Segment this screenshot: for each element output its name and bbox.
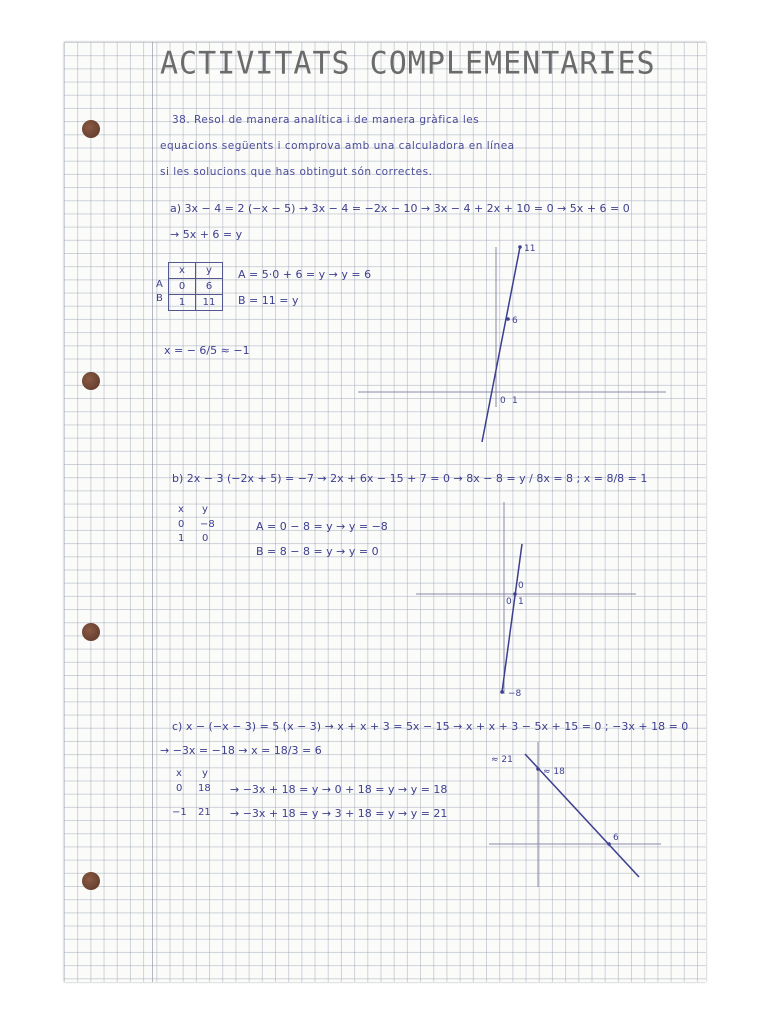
graph-c-label-6: 6 bbox=[613, 833, 619, 843]
graph-c-label-18: ≈ 18 bbox=[543, 767, 565, 777]
notebook-sheet bbox=[64, 42, 706, 982]
graph-b-line bbox=[502, 544, 522, 692]
part-a-equation: a) 3x − 4 = 2 (−x − 5) → 3x − 4 = −2x − 10 → 3x − 4 + 2x + 10 = 0 → 5x + 6 = 0 bbox=[170, 202, 630, 215]
table-a bbox=[168, 262, 223, 311]
graph-c-point bbox=[536, 767, 540, 771]
graph-c-point bbox=[607, 842, 611, 846]
part-a-calc-a: A = 5·0 + 6 = y → y = 6 bbox=[238, 268, 372, 281]
part-c-equation: c) x − (−x − 3) = 5 (x − 3) → x + x + 3 = 5x − 15 → x + x + 3 − 5x + 15 = 0 ; −3x + 18 = 0 bbox=[172, 720, 689, 733]
graph-b bbox=[414, 502, 674, 702]
table-c-header-x: x bbox=[176, 768, 182, 779]
table-b-header-x: x bbox=[178, 504, 184, 515]
table-cell: 6 bbox=[196, 279, 223, 295]
graph-b-point bbox=[500, 690, 504, 694]
graph-b-label-origin: 0 bbox=[506, 597, 512, 607]
page-title: ACTIVITATS COMPLEMENTARIES bbox=[160, 45, 656, 82]
graph-b-label-1: 1 bbox=[518, 597, 524, 607]
graph-a-point bbox=[506, 317, 510, 321]
intro-line-1: 38. Resol de manera analítica i de manera gràfica les bbox=[172, 114, 480, 126]
graph-c-label-21: ≈ 21 bbox=[491, 755, 513, 765]
graph-c bbox=[489, 742, 669, 892]
part-b-calc-a: A = 0 − 8 = y → y = −8 bbox=[256, 520, 388, 533]
graph-a-label-origin: 0 bbox=[500, 396, 506, 406]
table-b-cell: 0 bbox=[178, 519, 185, 530]
graph-b-label-0: 0 bbox=[518, 581, 524, 591]
table-a-row-label-b: B bbox=[156, 293, 163, 304]
graph-b-label-minus8: −8 bbox=[508, 689, 522, 699]
part-b-equation: b) 2x − 3 (−2x + 5) = −7 → 2x + 6x − 15 + 7 = 0 → 8x − 8 = y / 8x = 8 ; x = 8/8 = 1 bbox=[172, 472, 648, 485]
part-a-function: → 5x + 6 = y bbox=[170, 228, 243, 241]
part-c-solution: → −3x = −18 → x = 18/3 = 6 bbox=[160, 744, 322, 757]
binder-hole bbox=[82, 872, 100, 890]
graph-b-point bbox=[513, 592, 517, 596]
table-header-y: y bbox=[196, 263, 223, 279]
intro-line-2: equacions següents i comprova amb una calculadora en línea bbox=[160, 140, 515, 152]
graph-a-point bbox=[518, 245, 522, 249]
graph-a-label-1: 1 bbox=[512, 396, 518, 406]
part-a-x-value: x = − 6/5 ≈ −1 bbox=[164, 344, 250, 357]
intro-line-3: si les solucions que has obtingut són correctes. bbox=[160, 166, 433, 178]
table-b-cell: 1 bbox=[178, 533, 185, 544]
table-c-cell: 18 bbox=[198, 783, 211, 794]
table-c-cell: 21 bbox=[198, 807, 211, 818]
binder-hole bbox=[82, 120, 100, 138]
binder-hole bbox=[82, 372, 100, 390]
margin-line bbox=[152, 42, 153, 982]
table-c-cell: 0 bbox=[176, 783, 183, 794]
table-b-cell: −8 bbox=[200, 519, 215, 530]
graph-a-label-11: 11 bbox=[524, 244, 536, 254]
table-b-cell: 0 bbox=[202, 533, 209, 544]
table-header-x: x bbox=[169, 263, 196, 279]
table-a-row-label-a: A bbox=[156, 279, 163, 290]
binder-hole bbox=[82, 623, 100, 641]
table-cell: 0 bbox=[169, 279, 196, 295]
part-c-calc-2: → −3x + 18 = y → 3 + 18 = y → y = 21 bbox=[230, 807, 448, 820]
table-b-header-y: y bbox=[202, 504, 208, 515]
table-c-header-y: y bbox=[202, 768, 208, 779]
part-c-calc-1: → −3x + 18 = y → 0 + 18 = y → y = 18 bbox=[230, 783, 448, 796]
table-cell: 1 bbox=[169, 295, 196, 311]
graph-a-line bbox=[482, 247, 520, 442]
table-cell: 11 bbox=[196, 295, 223, 311]
graph-a-label-6: 6 bbox=[512, 316, 518, 326]
table-c-cell: −1 bbox=[172, 807, 187, 818]
part-b-calc-b: B = 8 − 8 = y → y = 0 bbox=[256, 545, 379, 558]
graph-a bbox=[354, 237, 674, 457]
part-a-calc-b: B = 11 = y bbox=[238, 294, 299, 307]
